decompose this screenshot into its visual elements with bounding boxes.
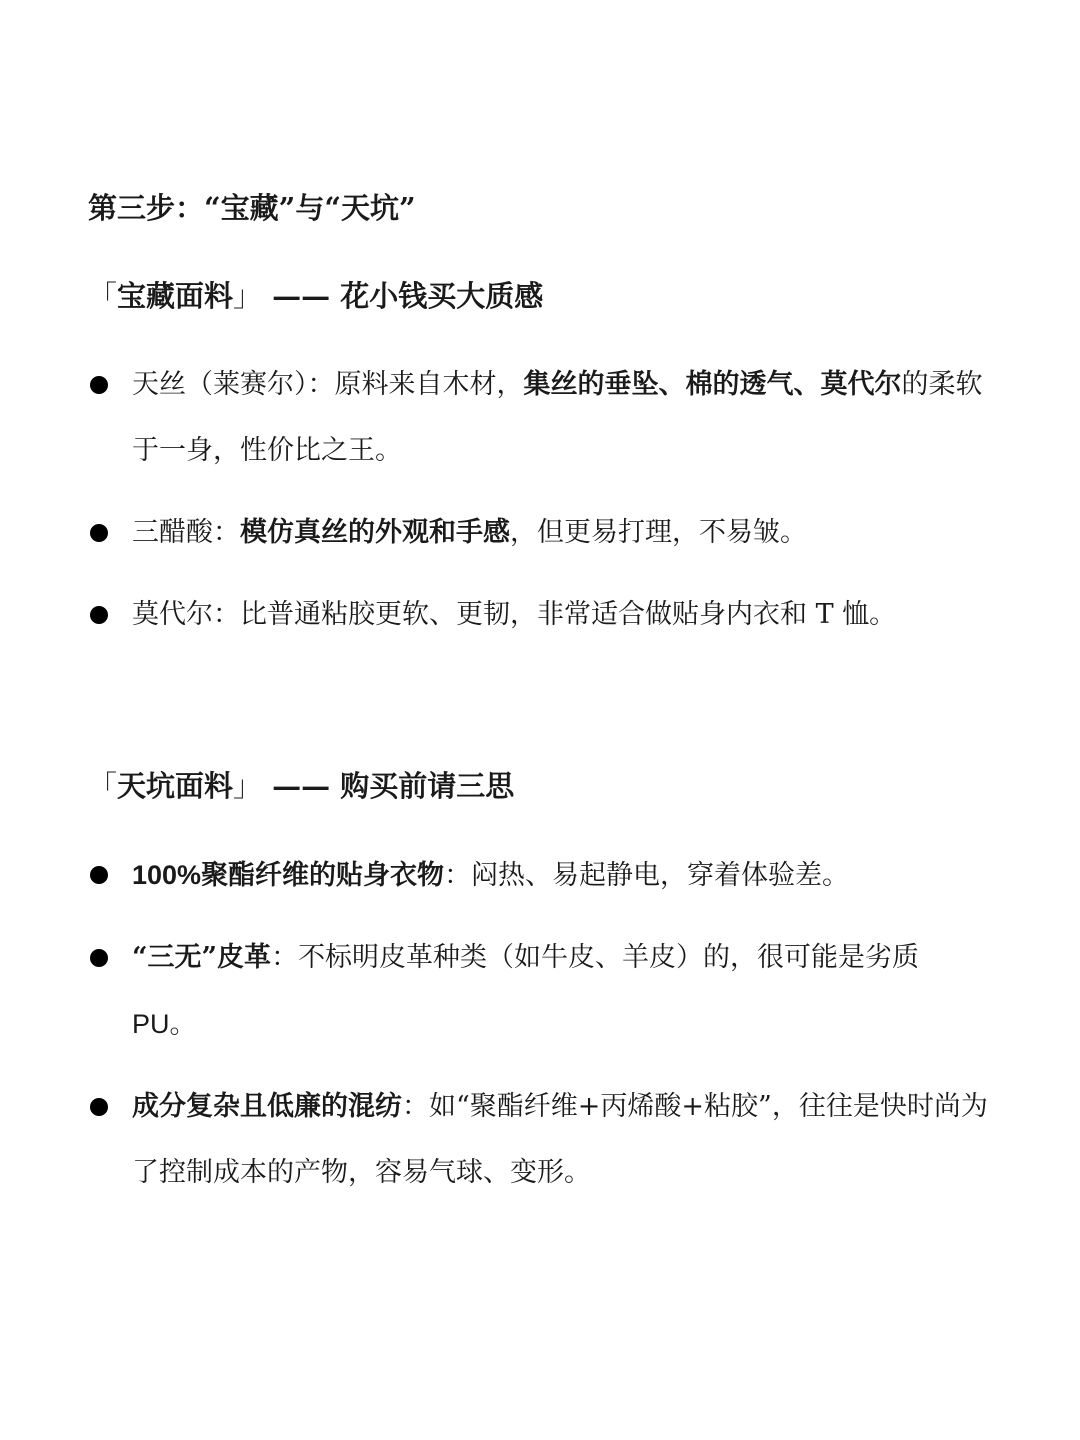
pitfall-heading-dash: —— xyxy=(272,769,331,803)
item-label: “三无”皮革 xyxy=(132,942,272,973)
treasure-heading-bracket-close: 」 xyxy=(233,279,263,313)
item-text-tail: ，但更易打理，不易皱。 xyxy=(510,517,807,548)
bullet-icon xyxy=(90,606,108,624)
item-text: 比普通粘胶更软、更韧，非常适合做贴身内衣和 T 恤。 xyxy=(240,599,897,630)
bullet-icon xyxy=(90,524,108,542)
item-separator: ： xyxy=(307,369,335,400)
list-item-modal xyxy=(88,582,988,648)
bullet-icon xyxy=(90,1098,108,1116)
pitfall-heading-bracket-close: 」 xyxy=(233,769,263,803)
pitfall-heading-name: 天坑面料 xyxy=(117,769,234,803)
item-text-latin: PU xyxy=(132,1009,170,1039)
item-text: 原料来自木材， xyxy=(334,369,524,400)
list-item-triacetate xyxy=(88,500,988,566)
treasure-heading-dash: —— xyxy=(272,279,331,313)
bullet-icon xyxy=(90,949,108,967)
item-text: 闷热、易起静电，穿着体验差。 xyxy=(471,860,850,891)
item-text-tail: 的柔软于一身，性价比之王。 xyxy=(132,369,983,466)
pitfall-heading-bracket-open: 「 xyxy=(88,769,118,803)
item-separator: ： xyxy=(271,942,299,973)
item-label: 莫代尔 xyxy=(132,599,213,630)
list-item-tencel xyxy=(88,352,988,484)
item-separator: ： xyxy=(213,517,240,548)
item-text-emphasis: 模仿真丝的外观和手感 xyxy=(240,517,510,548)
list-item-blend xyxy=(88,1074,988,1206)
treasure-heading-subtitle: 花小钱买大质感 xyxy=(340,279,544,313)
item-text-emphasis: 集丝的垂坠、棉的透气、莫代尔 xyxy=(523,369,902,400)
item-label: 三醋酸 xyxy=(132,517,213,548)
pitfall-heading xyxy=(88,764,514,808)
step-title: 第三步：“宝藏”与“天坑” xyxy=(88,191,416,225)
bullet-icon xyxy=(90,376,108,394)
item-label-number: 100% xyxy=(132,860,202,890)
item-label: 成分复杂且低廉的混纺 xyxy=(132,1091,402,1122)
pitfall-list xyxy=(88,842,988,1222)
treasure-heading-name: 宝藏面料 xyxy=(117,279,234,313)
bullet-icon xyxy=(90,866,108,884)
item-separator: ： xyxy=(444,860,472,891)
treasure-list xyxy=(88,352,988,664)
item-label: 天丝（莱赛尔） xyxy=(132,369,308,400)
item-separator: ： xyxy=(213,599,240,630)
treasure-heading xyxy=(88,274,543,318)
item-text-tail: 。 xyxy=(169,1009,197,1040)
item-text: 不标明皮革种类（如牛皮、羊皮）的，很可能是劣质 xyxy=(298,942,920,973)
list-item-polyester xyxy=(88,842,988,909)
item-separator: ： xyxy=(402,1091,429,1122)
treasure-heading-bracket-open: 「 xyxy=(88,279,118,313)
pitfall-heading-subtitle: 购买前请三思 xyxy=(340,769,515,803)
item-label: 聚酯纤维的贴身衣物 xyxy=(201,860,445,891)
list-item-leather xyxy=(88,925,988,1058)
item-text: 如“聚酯纤维+丙烯酸+粘胶”，往往是快时尚为了控制成本的产物，容易气球、变形。 xyxy=(132,1091,988,1188)
